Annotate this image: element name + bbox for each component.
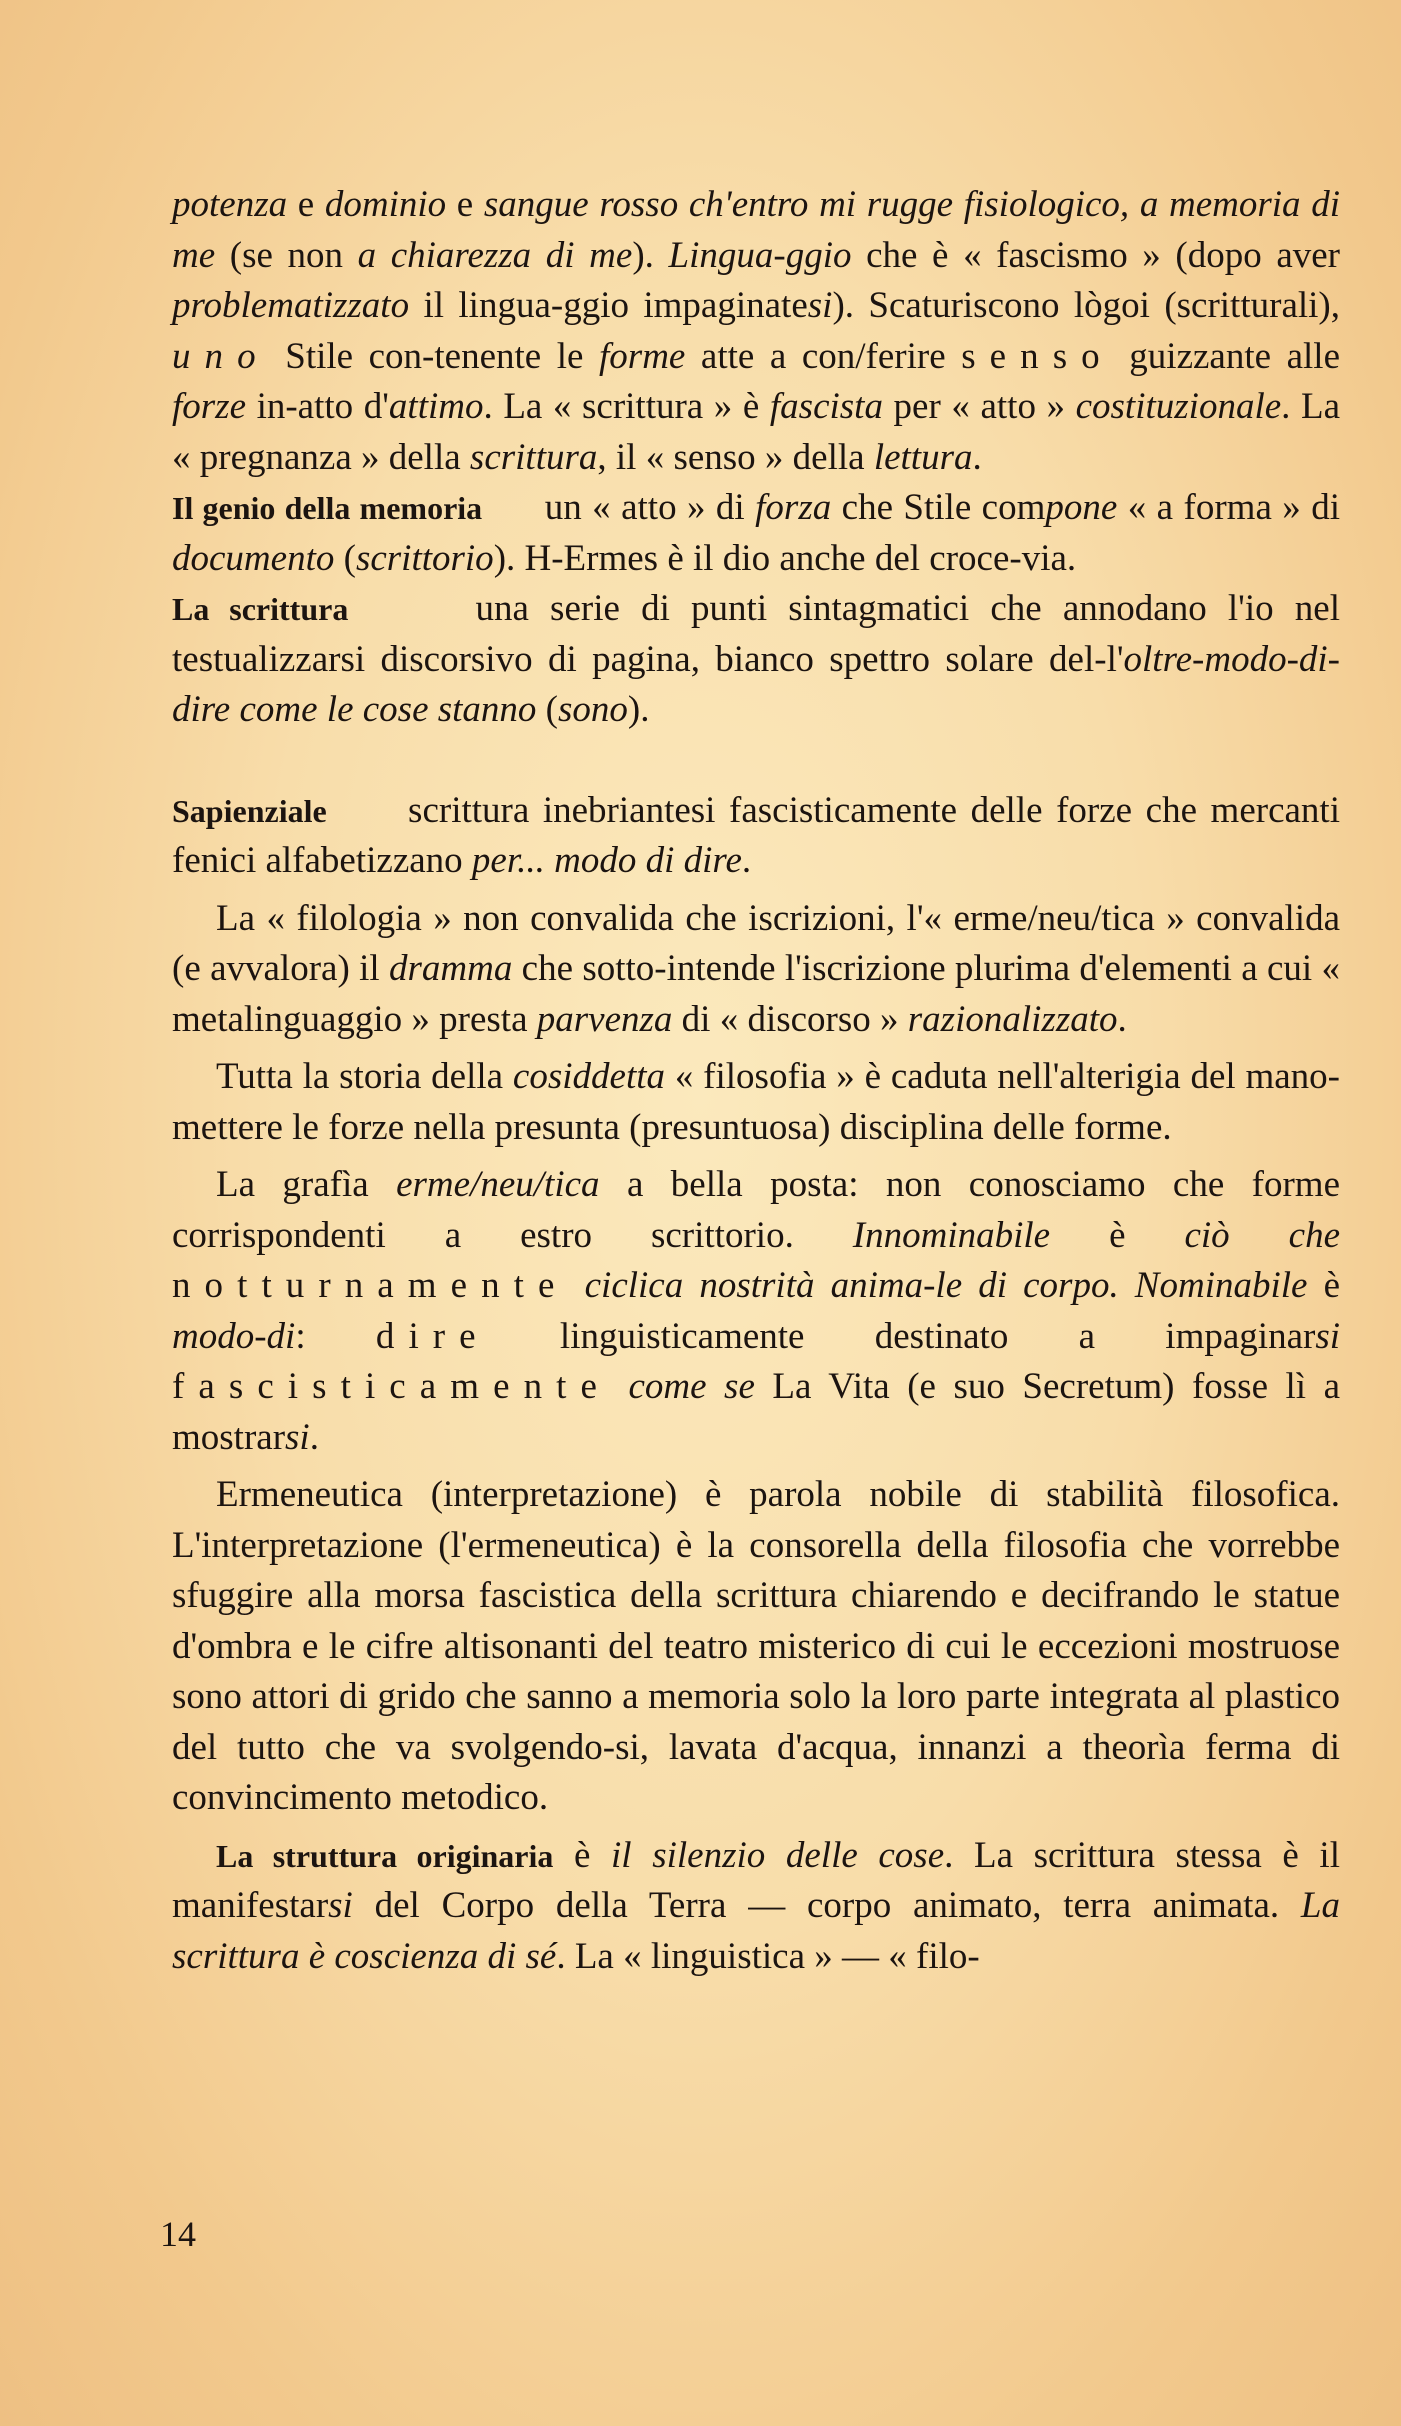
italic-text: dominio bbox=[324, 184, 447, 225]
text-run: scrittura inebriantesi fascisticamente delle forze che mercanti fenici alfabetizzano bbox=[172, 789, 1350, 881]
text-run: , il « senso » della bbox=[597, 436, 874, 478]
text-run: un « atto » di bbox=[482, 487, 756, 528]
text-run: « a forma » di bbox=[1117, 487, 1341, 528]
text-run: e bbox=[446, 184, 484, 225]
spaced-text: senso bbox=[961, 335, 1114, 377]
text-run: è bbox=[553, 1834, 612, 1876]
italic-text: scrittura bbox=[469, 436, 598, 478]
text-run: guizzante alle bbox=[1113, 335, 1340, 377]
text-run: Stile con-tenente le bbox=[269, 335, 600, 377]
text-run: il lingua-ggio impaginate bbox=[409, 285, 808, 326]
text-run: è bbox=[1050, 1214, 1185, 1256]
italic-text: a chiarezza di me bbox=[357, 234, 633, 276]
italic-text: scrittorio bbox=[355, 537, 494, 579]
text-run: . bbox=[741, 840, 752, 881]
italic-text: ciò che bbox=[1184, 1214, 1341, 1256]
text-run: . La « scrittura » è bbox=[483, 386, 770, 427]
text-run bbox=[611, 1366, 629, 1407]
text-run: « filosofia » è caduta nell'alterigia del mano-mettere le forze nella presunta (presuntuosa) disciplina delle forme. bbox=[172, 1056, 1341, 1148]
paragraph-3 bbox=[172, 584, 1350, 736]
spaced-text: dire bbox=[375, 1315, 490, 1357]
text-run: . La scrittura stessa è il manifestar bbox=[172, 1834, 1340, 1926]
text-run: atte a con/ferire bbox=[685, 335, 962, 377]
italic-text: dramma bbox=[388, 948, 513, 989]
section-heading: La struttura originaria bbox=[216, 1837, 554, 1874]
text-run: in-atto d' bbox=[246, 386, 389, 427]
text-run: è bbox=[1307, 1265, 1341, 1306]
spaced-text: fascisticamente bbox=[172, 1366, 611, 1407]
text-run: ). bbox=[627, 689, 650, 730]
text-run: che Stile com bbox=[831, 487, 1046, 528]
text-run: ). H-Ermes è il dio anche del croce-via. bbox=[493, 537, 1077, 579]
page-number: 14 bbox=[160, 2214, 196, 2254]
text-run: . bbox=[1117, 998, 1127, 1040]
italic-text: lettura bbox=[873, 436, 973, 478]
text-run: e bbox=[287, 184, 325, 225]
italic-text: costituzionale bbox=[1075, 386, 1282, 427]
section-heading: La scrittura bbox=[172, 591, 349, 627]
italic-text: si bbox=[1315, 1315, 1341, 1357]
italic-text: Lingua-ggio bbox=[668, 234, 852, 276]
paragraph-2 bbox=[172, 483, 1340, 584]
text-run bbox=[569, 1265, 585, 1306]
paragraph-7 bbox=[172, 1160, 1340, 1463]
italic-text: documento bbox=[172, 537, 335, 579]
italic-text: si bbox=[807, 285, 833, 326]
text-run: che è « fascismo » (dopo aver bbox=[851, 234, 1341, 276]
paragraph-5 bbox=[172, 894, 1340, 1046]
italic-text: forza bbox=[755, 487, 832, 528]
italic-text: il silenzio delle cose bbox=[611, 1834, 945, 1876]
italic-text: come se bbox=[628, 1366, 755, 1407]
italic-text: fascista bbox=[769, 386, 883, 427]
text-run: per « atto » bbox=[882, 386, 1076, 427]
italic-text: per... modo di dire bbox=[471, 840, 742, 881]
paragraph-4 bbox=[172, 786, 1350, 887]
spaced-italic-text: uno bbox=[172, 335, 270, 377]
page-body bbox=[172, 180, 1350, 1982]
text-run: linguisticamente destinato a impaginar bbox=[489, 1315, 1316, 1357]
text-run: ( bbox=[334, 537, 356, 579]
text-run: : bbox=[295, 1315, 376, 1357]
text-run: La « filologia » non convalida che iscrizioni, l'« erme/neu/tica » convalida (e avvalora) il bbox=[172, 897, 1340, 989]
text-run: Tutta la storia della bbox=[216, 1056, 513, 1097]
italic-text: razionalizzato bbox=[907, 998, 1118, 1040]
text-run: Ermeneutica (interpretazione) è parola nobile di stabilità filosofica. L'interpretazione (l'ermeneutica) è la consorella della filosofia che vorrebbe sfuggire alla morsa fascistica della scrittura chiarendo e decifrando le statue d'ombra e le cifre altisonanti del teatro misterico di cui le eccezioni mostruose sono attori di grido che sanno a memoria solo la loro parte integrata al plastico del tutto che va svolgendo-si, lavata d'acqua, innanzi a theorìa ferma di convincimento metodico. bbox=[172, 1474, 1340, 1818]
text-run: ( bbox=[536, 689, 558, 730]
italic-text: sangue rosso ch'entro mi rugge fisiologico, a memoria di me bbox=[172, 184, 1340, 276]
text-run: La grafìa bbox=[216, 1164, 397, 1205]
spaced-text: notturnamente bbox=[172, 1265, 569, 1306]
text-run: del Corpo della Terra — corpo animato, terra animata. bbox=[352, 1885, 1301, 1926]
text-run: . bbox=[309, 1416, 319, 1458]
paragraph-8 bbox=[172, 1470, 1340, 1824]
text-run: a bella posta: non conosciamo che forme corrispondenti a estro scrittorio. bbox=[172, 1164, 1341, 1256]
text-run: . La « pregnanza » della bbox=[172, 386, 1341, 478]
section-heading: Il genio della memoria bbox=[172, 490, 483, 526]
text-run: una serie di punti sintagmatici che annodano l'io nel testualizzarsi discorsivo di pagina, bianco spettro solare del-l' bbox=[172, 588, 1350, 680]
paragraph-6 bbox=[172, 1052, 1340, 1153]
italic-text: forze bbox=[172, 386, 246, 427]
italic-text: sono bbox=[558, 689, 628, 730]
italic-text: si bbox=[328, 1885, 353, 1926]
italic-text: pone bbox=[1045, 487, 1118, 528]
italic-text: Innominabile bbox=[852, 1214, 1051, 1256]
italic-text: ciclica nostrità anima-le di corpo. Nominabile bbox=[584, 1265, 1308, 1306]
paragraph-9 bbox=[172, 1831, 1340, 1983]
section-heading: Sapienziale bbox=[172, 792, 327, 829]
italic-text: problematizzato bbox=[172, 285, 410, 326]
italic-text: attimo bbox=[388, 386, 484, 427]
text-run: che sotto-intende l'iscrizione plurima d'elementi a cui « metalinguaggio » presta bbox=[172, 948, 1341, 1040]
text-run: di « discorso » bbox=[672, 998, 908, 1040]
text-run: La Vita (e suo Secretum) fosse lì a mostrar bbox=[172, 1366, 1340, 1458]
text-run: ). Scaturiscono lògoi (scritturali), bbox=[832, 285, 1340, 326]
paragraph-1 bbox=[172, 180, 1340, 483]
italic-text: oltre-modo-di-dire come le cose stanno bbox=[172, 638, 1340, 730]
italic-text: modo-di bbox=[172, 1315, 296, 1357]
italic-text: cosiddetta bbox=[512, 1056, 666, 1097]
italic-text: forme bbox=[599, 335, 686, 377]
italic-text: si bbox=[285, 1416, 310, 1458]
text-run: (se non bbox=[215, 234, 358, 276]
italic-text: potenza bbox=[172, 184, 288, 225]
italic-text: erme/neu/tica bbox=[396, 1164, 600, 1205]
italic-text: La scrittura è coscienza di sé bbox=[172, 1885, 1340, 1977]
text-run: ). bbox=[632, 234, 669, 276]
text-run: . bbox=[972, 436, 982, 478]
text-run: . La « linguistica » — « filo- bbox=[556, 1935, 980, 1977]
italic-text: parvenza bbox=[536, 998, 673, 1040]
